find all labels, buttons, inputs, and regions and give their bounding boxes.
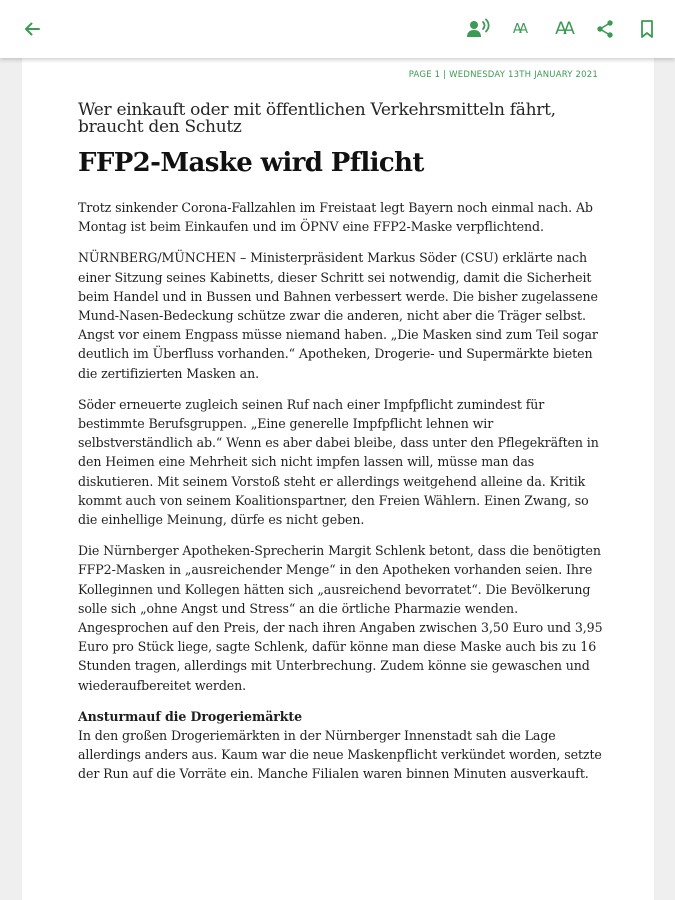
bookmark-button[interactable] xyxy=(631,13,663,45)
top-toolbar xyxy=(0,0,675,58)
text-increase-icon: AA xyxy=(555,19,571,39)
article-body xyxy=(78,198,608,796)
read-aloud-button[interactable] xyxy=(462,13,494,45)
text-increase-button[interactable] xyxy=(547,13,579,45)
article-paragraph: Die Nürnberger Apotheken-Sprecherin Margit Schlenk betont, dass die benötigten FFP2-Masken in „ausreichender Menge“ in den Apotheken vorhanden seien. Ihre Kolleginnen und Kollegen hätten sich „ausreichend bevorratet“. Die Bevölkerung solle sich „ohne Angst und Stress“ an die örtliche Pharmazie wenden. Angesprochen auf den Preis, der nach ihren Angaben zwischen 3,50 Euro und 3,95 Euro pro Stück liege, sagte Schlenk, dafür könne man diese Maske auch bis zu 16 Stunden tragen, allerdings mit Unterbrechung. Zudem könne sie gewaschen und wiederaufbereitet werden. xyxy=(78,543,603,693)
text-decrease-button[interactable] xyxy=(503,13,535,45)
back-button[interactable] xyxy=(16,13,48,45)
article-lead: Trotz sinkender Corona-Fallzahlen im Freistaat legt Bayern noch einmal nach. Ab Montag ist beim Einkaufen und im ÖPNV eine FFP2-Maske verpflichtend. xyxy=(78,200,593,235)
bookmark-icon xyxy=(639,19,655,39)
article-paragraph: In den großen Drogeriemärkten in der Nürnberger Innenstadt sah die Lage allerdings anders aus. Kaum war die neue Maskenpflicht verkündet worden, setzte der Run auf die Vorräte ein. Manche Filialen waren binnen Minuten ausverkauft. xyxy=(78,728,602,782)
article-page xyxy=(22,58,654,900)
share-icon xyxy=(595,19,615,39)
page-date-line: PAGE 1 | WEDNESDAY 13TH JANUARY 2021 xyxy=(408,70,598,80)
article-headline: FFP2-Maske wird Pflicht xyxy=(78,148,424,178)
article-subheading: Ansturmauf die Drogeriemärkte xyxy=(78,708,303,724)
article-kicker: Wer einkauft oder mit öffentlichen Verkehrsmitteln fährt, braucht den Schutz xyxy=(78,100,556,137)
arrow-left-icon xyxy=(22,19,42,39)
share-button[interactable] xyxy=(589,13,621,45)
article-paragraph: Söder erneuerte zugleich seinen Ruf nach einer Impfpflicht zumindest für bestimmte Berufsgruppen. „Eine generelle Impfpflicht lehnen wir selbstverständlich ab.“ Wenn es aber dabei bleibe, dass unter den Pflegekräften in den Heimen eine Mehrheit sich nicht impfen lassen will, müsse man das diskutieren. Mit seinem Vorstoß steht er allerdings weitgehend alleine da. Kritik kommt auch von seinem Koalitionspartner, den Freien Wählern. Einen Zwang, so die einhellige Meinung, dürfe es nicht geben. xyxy=(78,396,599,528)
article-paragraph: NÜRNBERG/MÜNCHEN – Ministerpräsident Markus Söder (CSU) erklärte nach einer Sitzung seines Kabinetts, dieser Schritt sei notwendig, damit die Sicherheit beim Handel und in Bussen und Bahnen verbessert werde. Die bisher zugelassene Mund-Nasen-Bedeckung schütze zwar die anderen, nicht aber die Träger selbst. Angst vor einem Engpass müsse niemand haben. „Die Masken sind zum Teil sogar deutlich im Überfluss vorhanden.“ Apotheken, Drogerie- und Supermärkte bieten die zertifizierten Masken an. xyxy=(78,250,598,381)
read-aloud-icon xyxy=(466,18,490,40)
text-decrease-icon: AA xyxy=(512,21,526,37)
